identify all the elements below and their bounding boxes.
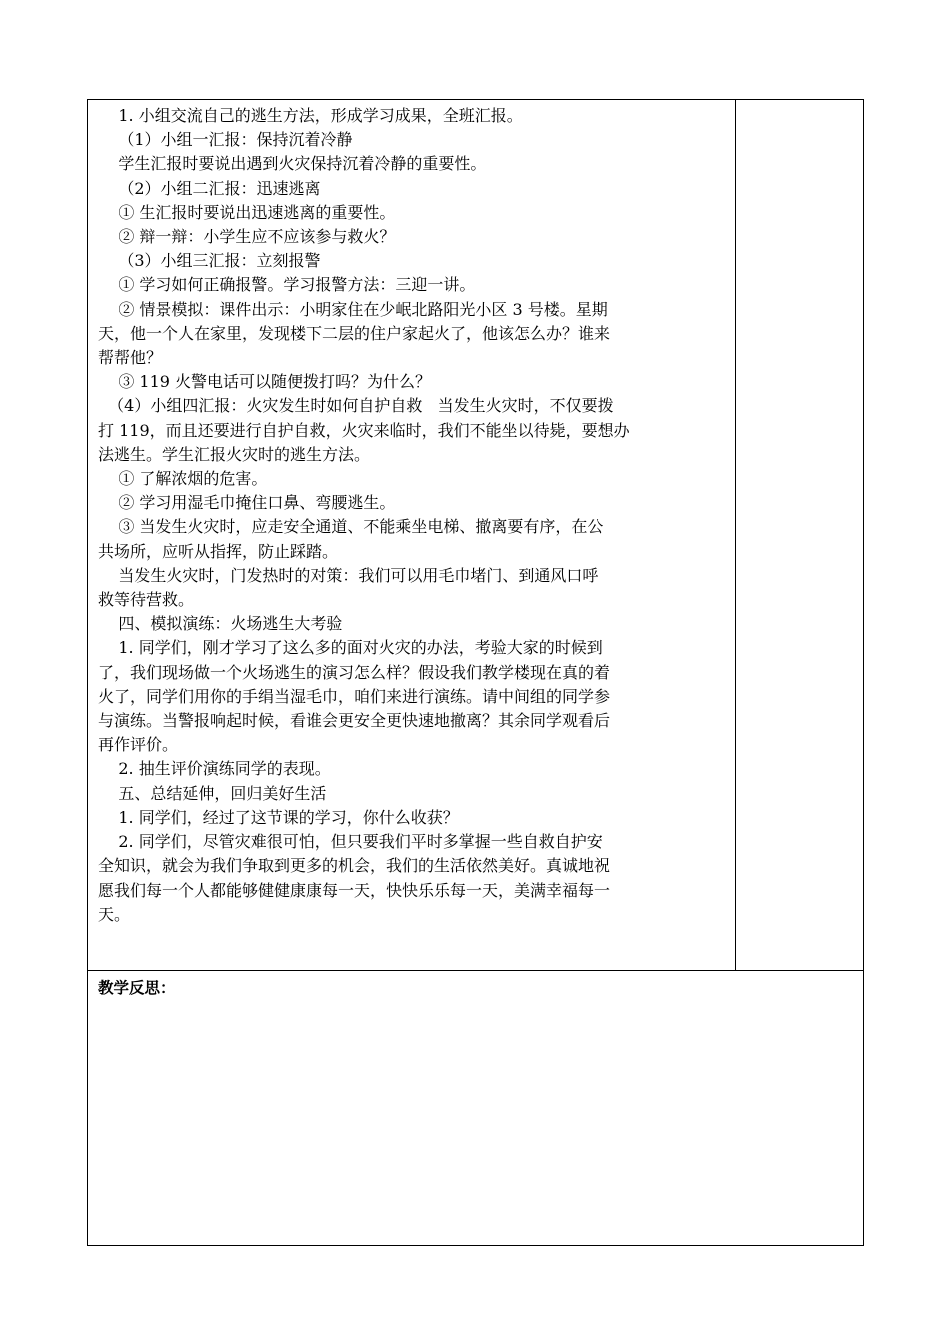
text-line: 救等待营救。 — [98, 590, 195, 610]
text-line: 再作评价。 — [98, 735, 179, 755]
text-line: ② 学习用湿毛巾掩住口鼻、弯腰逃生。 — [98, 493, 396, 513]
text-line: 与演练。当警报响起时候，看谁会更安全更快速地撤离？其余同学观看后 — [98, 711, 611, 731]
text-line: 全知识，就会为我们争取到更多的机会，我们的生活依然美好。真诚地祝 — [98, 856, 611, 876]
text-line: 五、总结延伸，回归美好生活 — [98, 783, 327, 803]
text-line: 学生汇报时要说出遇到火灾保持沉着冷静的重要性。 — [98, 154, 487, 174]
text-line: 打 119，而且还要进行自护自救，火灾来临时，我们不能坐以待毙，要想办 — [98, 420, 630, 440]
text-line: 帮帮他？ — [98, 348, 163, 368]
text-line: 法逃生。学生汇报火灾时的逃生方法。 — [98, 444, 371, 464]
text-line: 当发生火灾时，门发热时的对策：我们可以用毛巾堵门、到通风口呼 — [98, 565, 599, 585]
notes-column-cell — [736, 100, 864, 971]
text-line: ① 学习如何正确报警。学习报警方法：三迎一讲。 — [98, 275, 476, 295]
lesson-body-text — [88, 100, 735, 927]
text-line: 1. 同学们，经过了这节课的学习，你什么收获？ — [98, 807, 459, 827]
text-line: （1）小组一汇报：保持沉着冷静 — [98, 130, 353, 150]
text-line: 了，我们现场做一个火场逃生的演习怎么样？假设我们教学楼现在真的着 — [98, 662, 611, 682]
text-line: ③ 当发生火灾时，应走安全通道、不能乘坐电梯、撤离要有序，在公 — [98, 517, 604, 537]
text-line: ② 辩一辩：小学生应不应该参与救火？ — [98, 227, 396, 247]
text-line: 2. 同学们，尽管灾难很可怕，但只要我们平时多掌握一些自救自护安 — [98, 832, 603, 852]
reflection-label: 教学反思： — [98, 979, 176, 997]
text-line: 2. 抽生评价演练同学的表现。 — [98, 759, 331, 779]
text-line: ③ 119 火警电话可以随便拨打吗？为什么？ — [98, 372, 432, 392]
lesson-content-cell — [88, 100, 736, 971]
text-line: 四、模拟演练：火场逃生大考验 — [98, 614, 343, 634]
text-line: （4）小组四汇报：火灾发生时如何自护自救 当发生火灾时，不仅要拨 — [98, 396, 614, 416]
text-line: （2）小组二汇报：迅速逃离 — [98, 178, 321, 198]
text-line: 天。 — [98, 904, 131, 924]
text-line: ① 了解浓烟的危害。 — [98, 469, 268, 489]
text-line: 天，他一个人在家里，发现楼下二层的住户家起火了，他该怎么办？谁来 — [98, 323, 611, 343]
text-line: ① 生汇报时要说出迅速逃离的重要性。 — [98, 202, 396, 222]
text-line: 1. 小组交流自己的逃生方法，形成学习成果，全班汇报。 — [98, 106, 523, 125]
reflection-row — [88, 971, 864, 1246]
lesson-plan-table — [87, 99, 864, 1246]
text-line: 愿我们每一个人都能够健健康康每一天，快快乐乐每一天，美满幸福每一 — [98, 880, 611, 900]
reflection-cell — [88, 971, 864, 1246]
lesson-content-row — [88, 100, 864, 971]
text-line: 共场所，应听从指挥，防止踩踏。 — [98, 541, 339, 561]
text-line: 火了，同学们用你的手绢当湿毛巾，咱们来进行演练。请中间组的同学参 — [98, 686, 611, 706]
text-line: （3）小组三汇报：立刻报警 — [98, 251, 321, 271]
text-line: 1. 同学们，刚才学习了这么多的面对火灾的办法，考验大家的时候到 — [98, 638, 603, 658]
text-line: ② 情景模拟：课件出示：小明家住在少岷北路阳光小区 3 号楼。星期 — [98, 299, 608, 319]
